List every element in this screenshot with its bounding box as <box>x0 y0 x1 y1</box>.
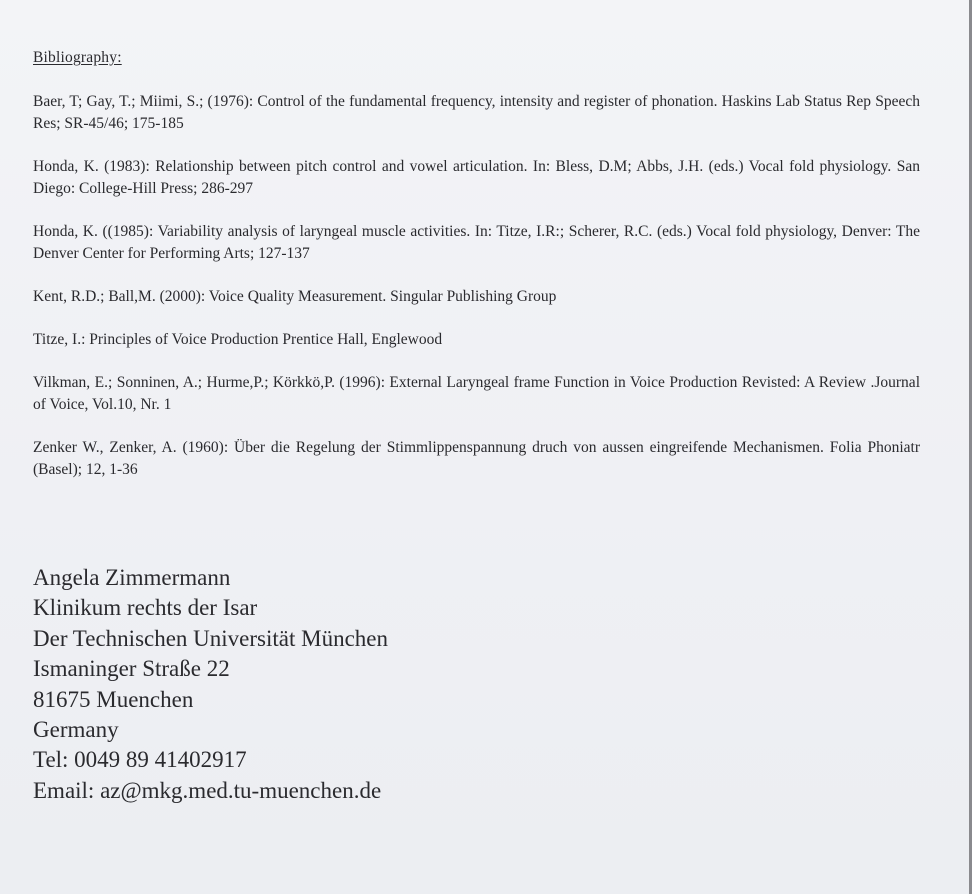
bibliography-list <box>33 91 920 502</box>
reference-entry: Baer, T; Gay, T.; Miimi, S.; (1976): Control of the fundamental frequency, intensity and register of phonation. Haskins Lab Status Rep Speech Res; SR-45/46; 175-185 <box>33 93 920 132</box>
contact-phone: Tel: 0049 89 41402917 <box>33 747 247 773</box>
reference-entry: Titze, I.: Principles of Voice Production Prentice Hall, Englewood <box>33 331 443 348</box>
reference-entry: Kent, R.D.; Ball,M. (2000): Voice Quality Measurement. Singular Publishing Group <box>33 288 557 305</box>
reference-entry: Honda, K. ((1985): Variability analysis of laryngeal muscle activities. In: Titze, I.R:; Scherer, R.C. (eds.) Vocal fold physiology, Denver: The Denver Center for Performing Arts; 127-137 <box>33 223 920 262</box>
reference-entry: Vilkman, E.; Sonninen, A.; Hurme,P.; Körkkö,P. (1996): External Laryngeal frame Function in Voice Production Revisted: A Review .Journal of Voice, Vol.10, Nr. 1 <box>33 374 920 413</box>
contact-institution: Klinikum rechts der Isar <box>33 595 258 621</box>
contact-university: Der Technischen Universität München <box>33 625 388 651</box>
reference-entry: Zenker W., Zenker, A. (1960): Über die Regelung der Stimmlippenspannung druch von aussen eingreifende Mechanismen. Folia Phoniatr (Basel); 12, 1-36 <box>33 439 920 478</box>
contact-country: Germany <box>33 717 119 743</box>
contact-street: Ismaninger Straße 22 <box>33 656 230 682</box>
contact-city: 81675 Muenchen <box>33 686 194 712</box>
contact-email: Email: az@mkg.med.tu-muenchen.de <box>33 777 382 803</box>
reference-entry: Honda, K. (1983): Relationship between pitch control and vowel articulation. In: Bless, D.M; Abbs, J.H. (eds.) Vocal fold physiology. San Diego: College-Hill Press; 286-297 <box>33 158 920 197</box>
contact-name: Angela Zimmermann <box>33 565 231 590</box>
contact-block <box>33 563 388 806</box>
bibliography-heading: Bibliography: <box>33 49 122 66</box>
